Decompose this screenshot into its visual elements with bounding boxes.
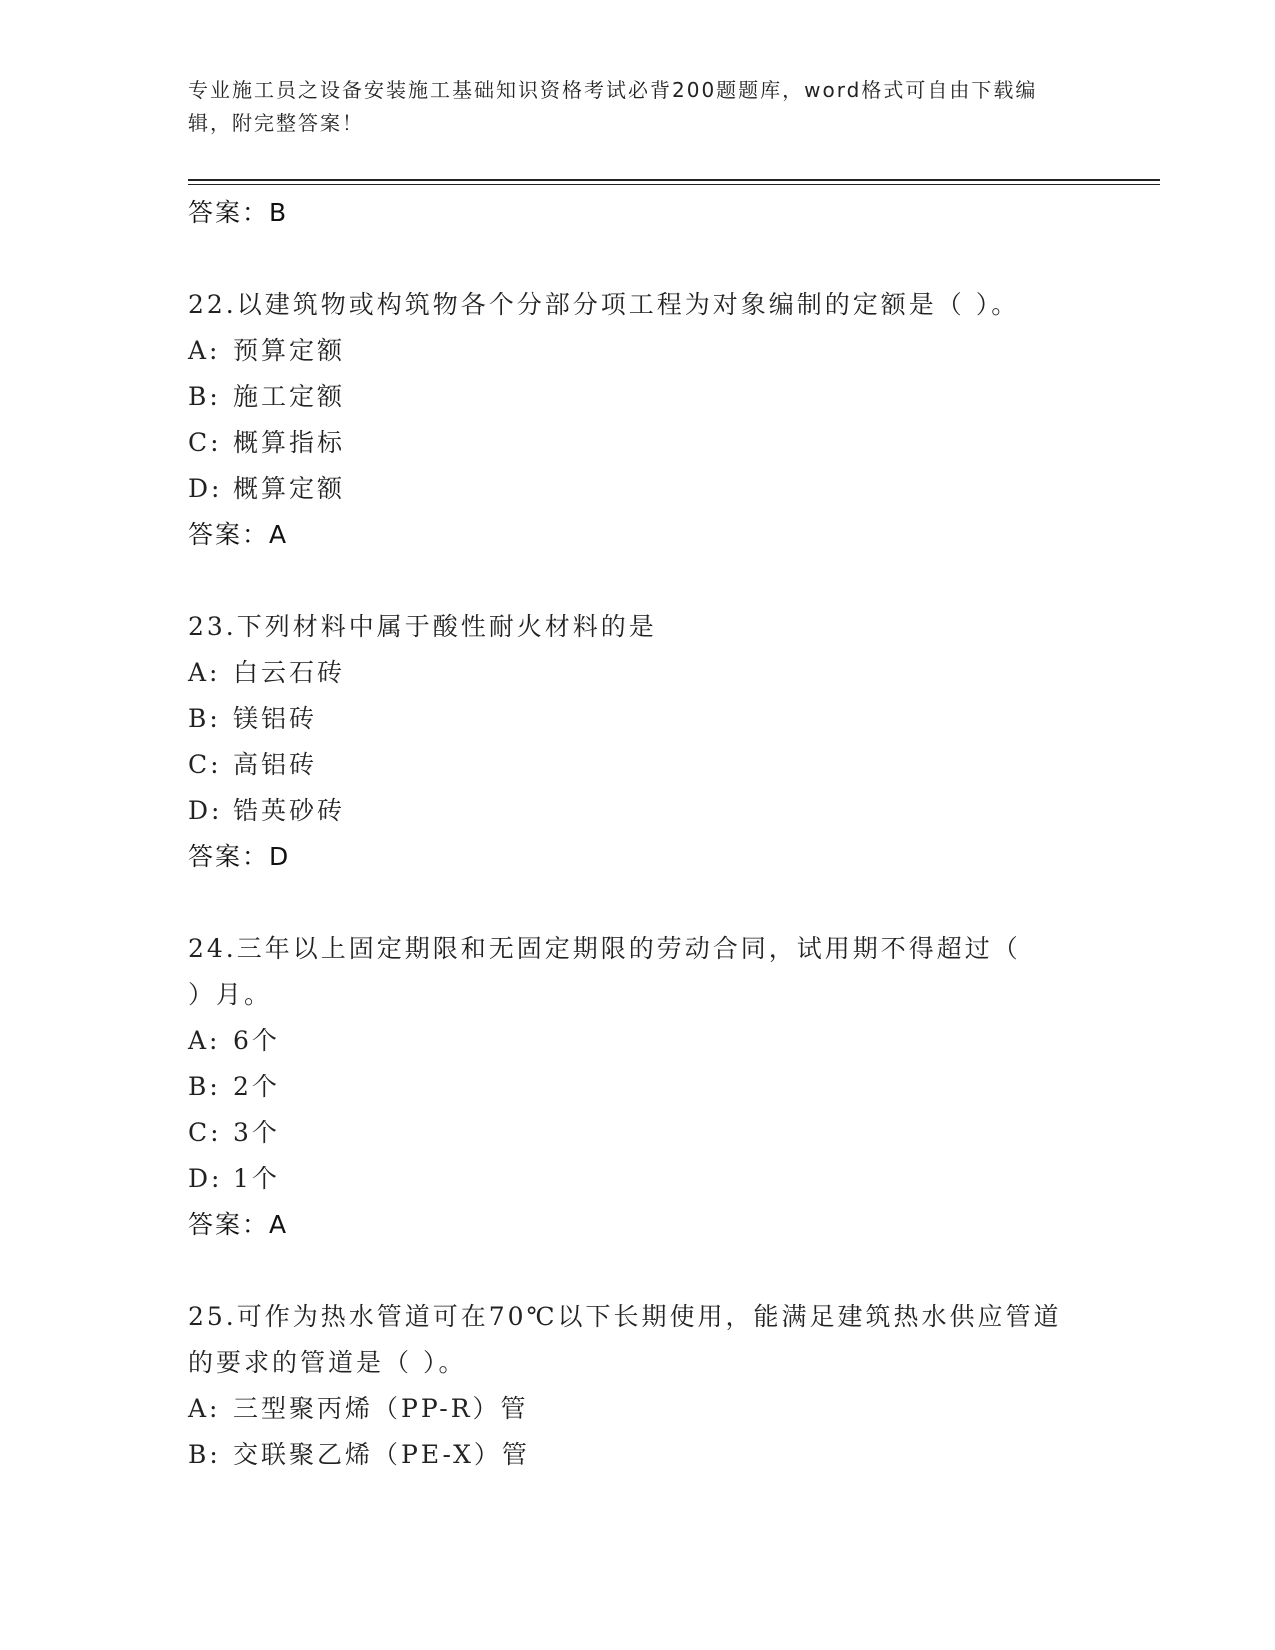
question-23: [188, 604, 1088, 880]
answer-line: 答案：A: [188, 520, 289, 549]
option-text: 施工定额: [233, 382, 346, 411]
option-key: B:: [188, 704, 221, 733]
spacer: [188, 880, 1088, 926]
option-d: [188, 1156, 1088, 1202]
option-key: A:: [188, 336, 221, 365]
question-text: 25.可作为热水管道可在70℃以下长期使用，能满足建筑热水供应管道的要求的管道是（ ）。: [188, 1302, 1062, 1377]
option-text: 6个: [233, 1026, 280, 1055]
option-key: D:: [188, 796, 223, 825]
option-a: [188, 328, 1088, 374]
option-c: [188, 742, 1088, 788]
option-d: [188, 788, 1088, 834]
option-d: [188, 466, 1088, 512]
option-key: A:: [188, 658, 221, 687]
option-text: 概算定额: [233, 474, 346, 503]
option-key: C:: [188, 1118, 222, 1147]
option-text: 三型聚丙烯（PP-R）管: [233, 1394, 529, 1423]
question-25: [188, 1294, 1088, 1478]
option-a: [188, 1018, 1088, 1064]
option-text: 镁铝砖: [233, 704, 318, 733]
option-b: [188, 696, 1088, 742]
option-text: 3个: [233, 1118, 280, 1147]
spacer: [188, 236, 1088, 282]
option-text: 交联聚乙烯（PE-X）管: [233, 1440, 530, 1469]
answer-line: 答案：D: [188, 842, 291, 871]
option-key: B:: [188, 1072, 221, 1101]
option-key: B:: [188, 1440, 221, 1469]
option-a: [188, 650, 1088, 696]
header-rule-thin: [188, 184, 1160, 185]
option-b: [188, 1432, 1088, 1478]
option-text: 概算指标: [233, 428, 346, 457]
question-22: [188, 282, 1088, 558]
answer-line: 答案：A: [188, 1210, 289, 1239]
option-text: 锆英砂砖: [233, 796, 346, 825]
question-text: 24.三年以上固定期限和无固定期限的劳动合同，试用期不得超过（ ）月。: [188, 934, 1021, 1009]
option-key: A:: [188, 1026, 221, 1055]
option-b: [188, 1064, 1088, 1110]
previous-answer: 答案：B: [188, 198, 289, 227]
question-24: [188, 926, 1088, 1248]
option-key: C:: [188, 750, 222, 779]
spacer: [188, 558, 1088, 604]
option-text: 2个: [233, 1072, 280, 1101]
spacer: [188, 1248, 1088, 1294]
option-c: [188, 1110, 1088, 1156]
option-key: C:: [188, 428, 222, 457]
header-rule: [188, 179, 1160, 181]
option-text: 1个: [233, 1164, 280, 1193]
option-c: [188, 420, 1088, 466]
option-a: [188, 1386, 1088, 1432]
question-text: 23.下列材料中属于酸性耐火材料的是: [188, 612, 657, 641]
option-text: 白云石砖: [233, 658, 346, 687]
option-text: 预算定额: [233, 336, 346, 365]
option-key: A:: [188, 1394, 221, 1423]
question-text: 22.以建筑物或构筑物各个分部分项工程为对象编制的定额是（ ）。: [188, 290, 1020, 319]
question-list: [188, 190, 1088, 1478]
page-header: 专业施工员之设备安装施工基础知识资格考试必背200题题库，word格式可自由下载编辑，附完整答案！: [188, 78, 1038, 135]
option-b: [188, 374, 1088, 420]
option-key: D:: [188, 1164, 223, 1193]
option-text: 高铝砖: [233, 750, 318, 779]
option-key: D:: [188, 474, 223, 503]
option-key: B:: [188, 382, 221, 411]
